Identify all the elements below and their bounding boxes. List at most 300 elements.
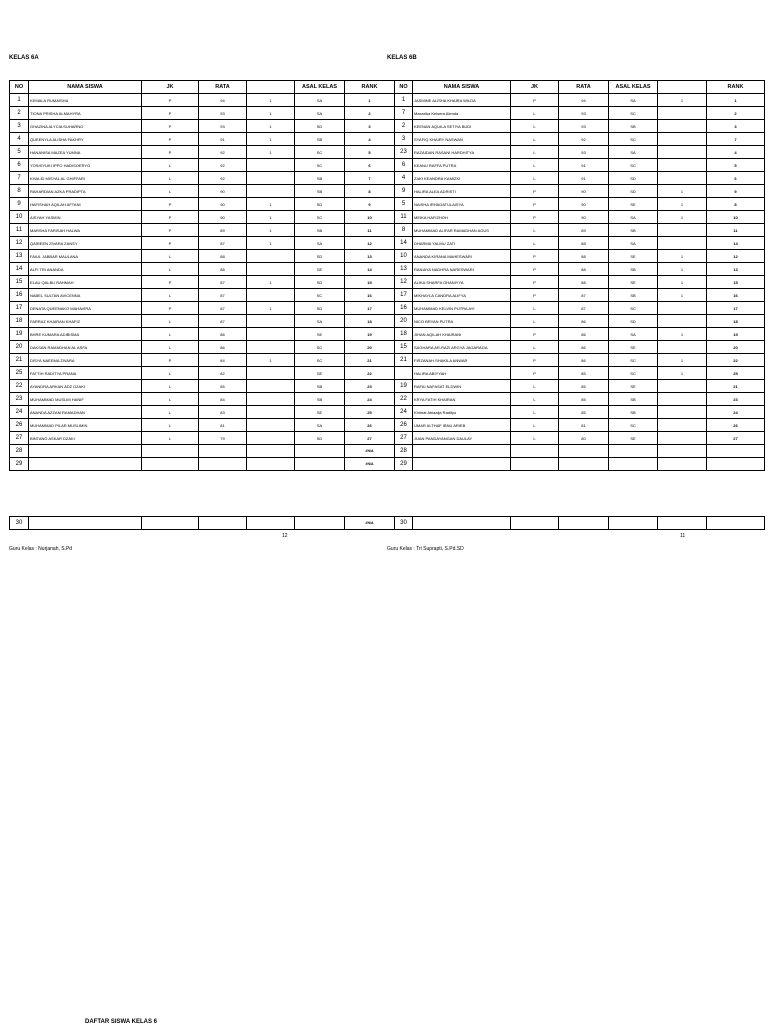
cell	[199, 517, 247, 530]
cell-a-name: ALFI TRI ANANDA	[29, 263, 142, 276]
cell-a-rank: 26	[345, 419, 395, 432]
cell-a-no: 23	[10, 393, 29, 406]
header-rata-b: RATA	[559, 81, 609, 94]
cell-b-no: 28	[395, 445, 413, 458]
cell-a-x	[247, 289, 295, 302]
cell-b-x: 1	[658, 198, 707, 211]
table-row	[10, 432, 765, 445]
cell-b-no: 18	[395, 328, 413, 341]
cell-a-rank: #N/A	[345, 445, 395, 458]
table-row	[10, 120, 765, 133]
cell-b-name: HALIRA ALEA ADRISTI	[413, 185, 511, 198]
cell-b-rank: 22	[707, 354, 765, 367]
cell-a-no: 15	[10, 276, 29, 289]
cell-a-x	[247, 315, 295, 328]
cell-b-jk: L	[511, 302, 559, 315]
cell-a-asal: SD	[295, 302, 345, 315]
cell-a-jk: P	[142, 198, 199, 211]
cell-b-rata	[559, 445, 609, 458]
cell-b-name	[413, 445, 511, 458]
cell-b-rank	[707, 458, 765, 471]
cell-b-rata: 89	[559, 224, 609, 237]
cell-a-asal: SD	[295, 432, 345, 445]
cell-b-rank: 8	[707, 198, 765, 211]
cell-b-x: 1	[658, 94, 707, 107]
table-row	[10, 250, 765, 263]
cell-a-rata: 90	[199, 185, 247, 198]
cell-a-jk: P	[142, 94, 199, 107]
cell-b-jk: L	[511, 380, 559, 393]
cell-b-x	[658, 107, 707, 120]
cell-b-jk: L	[511, 432, 559, 445]
cell-a-no: 18	[10, 315, 29, 328]
cell-a-name: DISYA NAEEMA ZIVARA	[29, 354, 142, 367]
cell-b-asal	[609, 458, 658, 471]
cell	[247, 517, 295, 530]
cell-b-x	[658, 458, 707, 471]
cell-b-rank: 5	[707, 159, 765, 172]
cell-b-name: Khimat Abiaalja Radityo	[413, 406, 511, 419]
cell-b-jk: P	[511, 263, 559, 276]
cell-a-asal: SE	[295, 367, 345, 380]
cell-b-no	[395, 367, 413, 380]
cell-a-asal	[295, 458, 345, 471]
header-name-a: NAMA SISWA	[29, 81, 142, 94]
cell-a-x	[247, 432, 295, 445]
cell-a-x	[247, 328, 295, 341]
cell-a-rata: 92	[199, 159, 247, 172]
cell-a-asal: SB	[295, 224, 345, 237]
cell-b-rata: 86	[559, 328, 609, 341]
cell-b-asal: SE	[609, 341, 658, 354]
table-row	[10, 315, 765, 328]
header-asal-b: ASAL KELAS	[609, 81, 658, 94]
table-row	[10, 224, 765, 237]
cell-a-rata: 86	[199, 328, 247, 341]
cell-b-rata: 88	[559, 250, 609, 263]
cell-b-rank: 4	[707, 146, 765, 159]
cell-b-rank: 17	[707, 302, 765, 315]
cell-b-rata: 85	[559, 393, 609, 406]
cell-a-rata: 87	[199, 237, 247, 250]
cell-b-jk: P	[511, 328, 559, 341]
cell-b-x	[658, 172, 707, 185]
cell-a-name: HAFISHAH AQILAH AFTANI	[29, 198, 142, 211]
cell-b-x	[658, 133, 707, 146]
cell-b-x	[658, 406, 707, 419]
cell-a-jk: L	[142, 432, 199, 445]
cell-a-name: FAIUL JABBAR MAULANA	[29, 250, 142, 263]
cell-a-name: NABEL SULTAN AVICENNA	[29, 289, 142, 302]
cell-a-rank: 21	[345, 354, 395, 367]
cell-a-asal: SC	[295, 159, 345, 172]
cell-a-no: 4	[10, 133, 29, 146]
cell-b-rata: 85	[559, 367, 609, 380]
cell-b-x	[658, 120, 707, 133]
cell-b-jk: L	[511, 159, 559, 172]
cell-b-rata: 86	[559, 354, 609, 367]
cell-b-name: MEIKA HAFIZHOH	[413, 211, 511, 224]
header-jk-b: JK	[511, 81, 559, 94]
header-rata-a: RATA	[199, 81, 247, 94]
cell-a-no: 9	[10, 198, 29, 211]
cell-b-asal: SB	[609, 120, 658, 133]
cell-b-name: FIRZANAH SHAKILA ANWAR	[413, 354, 511, 367]
cell-a-rata: 83	[199, 406, 247, 419]
cell-a-jk: L	[142, 328, 199, 341]
cell-a-asal: SE	[295, 263, 345, 276]
cell-b-jk: P	[511, 250, 559, 263]
document-footer-title: DAFTAR SISWA KELAS 6	[85, 1019, 158, 1025]
cell-a-rank: 12	[345, 237, 395, 250]
cell-a-x: 1	[247, 94, 295, 107]
cell-a-rata: 84	[199, 393, 247, 406]
cell-b-rata: 91	[559, 172, 609, 185]
cell-b-jk: L	[511, 172, 559, 185]
cell-a-no: 8	[10, 185, 29, 198]
cell-a-rank: 16	[345, 289, 395, 302]
cell-b-asal: SE	[609, 276, 658, 289]
cell-a-name: ANANDA AZZAM RAMADHAN	[29, 406, 142, 419]
cell-b-rata: 90	[559, 185, 609, 198]
class-6b-title: KELAS 6B	[387, 55, 417, 61]
cell-b-name: DHARMA YALMU ZATI	[413, 237, 511, 250]
cell-b-no: 13	[395, 263, 413, 276]
cell-b-name: JASMINE ALISHA KHAIRA WILDA	[413, 94, 511, 107]
cell-b-name: KRYA FATIH KHAIRAN	[413, 393, 511, 406]
table-row	[10, 419, 765, 432]
cell-b-jk: L	[511, 120, 559, 133]
cell-a-jk: P	[142, 133, 199, 146]
cell-a-no: 26	[10, 419, 29, 432]
table-row	[10, 341, 765, 354]
cell-a-rata: 91	[199, 133, 247, 146]
cell-a-asal: SB	[295, 380, 345, 393]
cell-b-asal: SC	[609, 367, 658, 380]
cell-a-no: 2	[10, 107, 29, 120]
cell-b-rank: 23	[707, 393, 765, 406]
cell-a-jk: L	[142, 380, 199, 393]
cell-a-rata: 93	[199, 107, 247, 120]
cell-a-asal: SC	[295, 341, 345, 354]
cell-a-jk: P	[142, 276, 199, 289]
cell-b-rank: 20	[707, 341, 765, 354]
cell-b-rata: 90	[559, 198, 609, 211]
cell-a-no: 6	[10, 159, 29, 172]
cell-a-rata: 94	[199, 94, 247, 107]
cell-b-x	[658, 380, 707, 393]
cell-b-no: 11	[395, 211, 413, 224]
row30-rank-a: #N/A	[345, 517, 395, 530]
cell-a-x	[247, 172, 295, 185]
cell-b-rank: 2	[707, 107, 765, 120]
cell-a-jk: P	[142, 302, 199, 315]
cell-b-asal: SA	[609, 211, 658, 224]
cell-b-asal: SA	[609, 94, 658, 107]
cell-b-no: 7	[395, 107, 413, 120]
cell-b-no: 4	[395, 172, 413, 185]
cell-b-name: HALIRA ABIYYAH	[413, 367, 511, 380]
table-row	[10, 94, 765, 107]
cell-b-x	[658, 224, 707, 237]
cell-b-rank: 18	[707, 315, 765, 328]
cell	[707, 517, 765, 530]
cell-a-asal: SA	[295, 94, 345, 107]
table-row	[10, 289, 765, 302]
cell-b-x	[658, 432, 707, 445]
cell-a-name: DAKSAN RAMADHAN AL ASFA	[29, 341, 142, 354]
cell-a-rank: 6	[345, 159, 395, 172]
cell-a-no: 10	[10, 211, 29, 224]
cell-b-jk: L	[511, 406, 559, 419]
cell-a-jk: L	[142, 393, 199, 406]
cell-a-x: 1	[247, 354, 295, 367]
cell-a-jk	[142, 445, 199, 458]
cell-a-no: 1	[10, 94, 29, 107]
cell-a-jk: L	[142, 263, 199, 276]
cell-b-no: 1	[395, 94, 413, 107]
cell-a-rank: 13	[345, 250, 395, 263]
cell-b-rank: 16	[707, 289, 765, 302]
cell	[29, 517, 142, 530]
cell-a-rank: 17	[345, 302, 395, 315]
cell-a-x	[247, 380, 295, 393]
cell-a-jk: L	[142, 367, 199, 380]
cell-b-name: RAZAIDAN RASANI HARDHITYA	[413, 146, 511, 159]
cell-a-rata: 86	[199, 341, 247, 354]
header-no-a: NO	[10, 81, 29, 94]
cell-a-rata: 85	[199, 380, 247, 393]
cell-b-name: ZAKI KEANDRA KAMIZKI	[413, 172, 511, 185]
cell-b-name: JUAN PANDAYANGAN DAULAY	[413, 432, 511, 445]
header-rank-b: RANK	[707, 81, 765, 94]
cell-b-x: 1	[658, 185, 707, 198]
cell-b-no: 24	[395, 406, 413, 419]
cell-b-rata: 86	[559, 341, 609, 354]
cell-b-jk: L	[511, 419, 559, 432]
cell-a-x	[247, 159, 295, 172]
table-row	[10, 354, 765, 367]
cell-a-asal: SB	[295, 133, 345, 146]
cell-b-name: MUHAMMAD KELVIN PUTRA AYI	[413, 302, 511, 315]
cell-b-x: 1	[658, 289, 707, 302]
cell-a-no: 29	[10, 458, 29, 471]
cell-b-rank: 15	[707, 276, 765, 289]
cell-a-no: 12	[10, 237, 29, 250]
cell-a-rank: 23	[345, 380, 395, 393]
cell-a-rata: 84	[199, 354, 247, 367]
cell-a-jk: P	[142, 237, 199, 250]
cell-a-name: AISYAH YASMIN	[29, 211, 142, 224]
cell-b-name: NAISHA IRHADATULAISYA	[413, 198, 511, 211]
cell-a-jk: L	[142, 185, 199, 198]
cell-a-name	[29, 458, 142, 471]
cell-a-rank: 15	[345, 276, 395, 289]
header-name-b: NAMA SISWA	[413, 81, 511, 94]
cell-a-name: GHAZINA ALYCIA SUHARNO	[29, 120, 142, 133]
cell-a-asal: SB	[295, 172, 345, 185]
cell-a-rank: 20	[345, 341, 395, 354]
cell-b-no: 27	[395, 432, 413, 445]
cell-a-asal: SC	[295, 211, 345, 224]
row30-no-b: 30	[395, 517, 413, 530]
cell-b-no: 15	[395, 341, 413, 354]
cell	[413, 517, 511, 530]
table-row	[10, 302, 765, 315]
cell-a-x: 1	[247, 224, 295, 237]
cell-a-name: QUEENYLA ALISHA FAKHRY	[29, 133, 142, 146]
cell	[609, 517, 658, 530]
cell-b-no: 23	[395, 146, 413, 159]
cell-b-no: 22	[395, 393, 413, 406]
cell-b-name: MUHAMMAD ALIFAR RAMADHAN AGUS	[413, 224, 511, 237]
cell-b-rank: 13	[707, 263, 765, 276]
cell-a-rank: 19	[345, 328, 395, 341]
cell-a-asal: SD	[295, 250, 345, 263]
class-6a-sum: 12	[282, 533, 288, 539]
cell-b-jk: P	[511, 94, 559, 107]
cell-b-rank: 27	[707, 432, 765, 445]
header-asal-a: ASAL KELAS	[295, 81, 345, 94]
cell-a-x	[247, 458, 295, 471]
cell-a-jk: P	[142, 107, 199, 120]
cell-a-no: 21	[10, 354, 29, 367]
cell-b-asal: SE	[609, 250, 658, 263]
cell-b-rank: 6	[707, 172, 765, 185]
cell-b-rata: 93	[559, 146, 609, 159]
cell-b-rata: 85	[559, 380, 609, 393]
cell-a-rata: 82	[199, 367, 247, 380]
cell-a-name: KEMALA RUMAISHA	[29, 94, 142, 107]
table-row	[10, 263, 765, 276]
cell-b-x	[658, 315, 707, 328]
cell-b-asal: SA	[609, 146, 658, 159]
cell-a-jk: L	[142, 172, 199, 185]
cell-a-jk: P	[142, 354, 199, 367]
table-row	[10, 211, 765, 224]
cell-a-no: 13	[10, 250, 29, 263]
cell-b-rank: 25	[707, 367, 765, 380]
cell-b-no: 26	[395, 419, 413, 432]
header-no-b: NO	[395, 81, 413, 94]
class-6a-title: KELAS 6A	[9, 55, 39, 61]
cell-a-jk: L	[142, 250, 199, 263]
cell-a-name: RAHARDIAN AZKA PRADIPTA	[29, 185, 142, 198]
cell-a-x: 1	[247, 107, 295, 120]
cell-b-no: 8	[395, 224, 413, 237]
cell-a-asal: SC	[295, 354, 345, 367]
table-row	[10, 276, 765, 289]
cell-b-asal: SA	[609, 328, 658, 341]
cell-a-x	[247, 419, 295, 432]
cell-a-rata: 81	[199, 419, 247, 432]
row30-no-a: 30	[10, 517, 29, 530]
cell-b-no: 2	[395, 120, 413, 133]
cell-b-name: ANANDA KIRANA MAHESWARI	[413, 250, 511, 263]
cell-a-no: 11	[10, 224, 29, 237]
cell-b-jk: P	[511, 198, 559, 211]
cell-a-jk: P	[142, 211, 199, 224]
cell-a-name: DENATA QUEENAKO MAHAVIRA	[29, 302, 142, 315]
cell-b-asal: SA	[609, 237, 658, 250]
cell-b-asal: SC	[609, 133, 658, 146]
cell-b-no: 17	[395, 289, 413, 302]
table-row	[10, 146, 765, 159]
cell-a-no: 22	[10, 380, 29, 393]
cell-a-jk: L	[142, 315, 199, 328]
header-blank-a	[247, 81, 295, 94]
cell-b-jk: L	[511, 315, 559, 328]
cell-a-asal: SA	[295, 419, 345, 432]
cell-b-asal: SB	[609, 263, 658, 276]
cell-b-rank: 10	[707, 211, 765, 224]
cell-b-asal: SE	[609, 380, 658, 393]
cell-b-rata: 91	[559, 159, 609, 172]
cell-b-asal: SD	[609, 172, 658, 185]
cell-a-rank: 14	[345, 263, 395, 276]
cell-a-jk: P	[142, 120, 199, 133]
cell-a-no: 14	[10, 263, 29, 276]
cell-b-no: 6	[395, 159, 413, 172]
cell-b-rank: 26	[707, 419, 765, 432]
cell-b-name: MIKHAYLA CANDRA ALIFYA	[413, 289, 511, 302]
cell-a-name: ELAU QALBU RAHMAH	[29, 276, 142, 289]
cell-b-rata: 90	[559, 211, 609, 224]
cell-a-x	[247, 406, 295, 419]
table-header-row	[10, 81, 765, 94]
cell-a-rata: 87	[199, 302, 247, 315]
cell-a-asal: SD	[295, 276, 345, 289]
cell-a-jk: L	[142, 289, 199, 302]
cell-b-rank: 19	[707, 328, 765, 341]
cell-b-name: RANIAYA NADHRA NARESWARI	[413, 263, 511, 276]
cell-b-rata: 88	[559, 237, 609, 250]
cell-b-no: 19	[395, 380, 413, 393]
cell-b-asal: SC	[609, 354, 658, 367]
cell-a-rank: 2	[345, 107, 395, 120]
cell-a-rata: 87	[199, 315, 247, 328]
cell-a-name: FARRAZ KHAIRAN KHAFIZ	[29, 315, 142, 328]
cell	[295, 517, 345, 530]
cell-a-asal: SE	[295, 328, 345, 341]
cell-a-asal: SA	[295, 237, 345, 250]
cell-b-rank: 12	[707, 250, 765, 263]
cell-b-x	[658, 393, 707, 406]
cell-a-x	[247, 393, 295, 406]
cell-b-asal: SC	[609, 107, 658, 120]
student-table-row-30	[9, 516, 765, 530]
cell-b-jk: L	[511, 237, 559, 250]
cell-a-name: MUHAMMAD MUSLIM HANIF	[29, 393, 142, 406]
cell-b-rata: 88	[559, 263, 609, 276]
cell-a-name: KHALID MISYAL AL GHIFFARI	[29, 172, 142, 185]
cell-b-rata: 81	[559, 419, 609, 432]
cell-b-jk: P	[511, 185, 559, 198]
table-row	[10, 367, 765, 380]
table-row	[10, 133, 765, 146]
cell-b-name: UMAR ALTHAF IBNU ARIEB	[413, 419, 511, 432]
table-row	[10, 198, 765, 211]
cell-b-x	[658, 341, 707, 354]
cell-b-x	[658, 146, 707, 159]
cell-b-rank: 3	[707, 120, 765, 133]
cell-a-rata: 90	[199, 198, 247, 211]
table-row	[10, 393, 765, 406]
cell-b-rata: 92	[559, 133, 609, 146]
header-jk-a: JK	[142, 81, 199, 94]
cell-a-no: 17	[10, 302, 29, 315]
cell-a-x: 1	[247, 146, 295, 159]
